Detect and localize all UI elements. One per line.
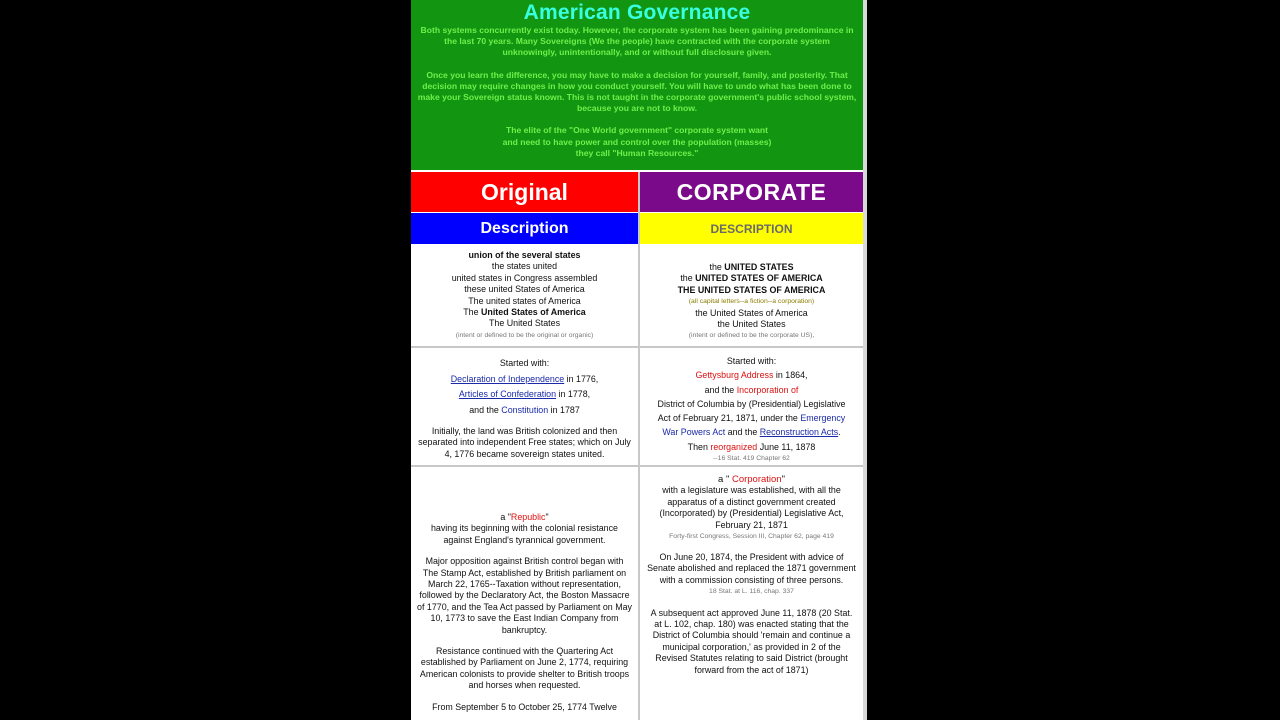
original-origin-3 [417,403,632,419]
original-name-7: The United States [488,318,561,329]
legislature-text: with a legislature was established, with all the apparatus of a distinct government created (Incorporated) by (Presidential) Legislative Act, [659,485,844,519]
congress-text: From September 5 to October 25, 1774 Twelve [432,701,617,712]
original-started-with: Started with: [499,358,550,368]
corporate-fiction-note: (all capital letters--a fiction--a corporation) [688,298,815,306]
war-powers-link[interactable]: War Powers Act [662,427,726,438]
original-origin-1 [417,372,632,388]
original-name-1: union of the several states [468,250,581,260]
original-description-header: Description [411,213,638,244]
corporate-name-4: the United States of America [695,307,808,318]
corporate-name-5: the United States [717,319,786,330]
row1-corporate [640,262,863,346]
corporate-origin-6-prefix: Then [687,441,711,452]
corporate-origin-5-end: . [838,427,841,438]
row2-corporate [640,354,863,464]
republic-line [417,512,632,523]
corporation-suffix: " [781,474,785,485]
row-divider-1 [411,346,863,348]
congress-session-note: Forty-first Congress, Session III, Chapter 62, page 419 [669,533,834,541]
intro-line-2: and need to have power and control over the population (masses) [502,136,772,147]
commission-statute-note: 18 Stat. at L. 116, chap. 337 [709,588,794,596]
declaration-link[interactable]: Declaration of Independence [450,373,565,384]
corporation-prefix: a " [718,474,732,485]
commission-text: On June 20, 1874, the President with advice of Senate abolished and replaced the 1871 government with a commission consisting of three persons. [647,552,856,585]
original-name-4: these united States of America [464,284,585,295]
document-page [411,0,863,720]
republic-label: Republic [510,512,546,522]
origin-2-year: in 1778, [556,389,591,399]
corporate-origin-2 [646,383,857,397]
corporation-line [646,474,857,485]
corporate-name-2 [646,273,857,284]
reconstruction-acts-link[interactable]: Reconstruction Acts [759,427,839,438]
corporate-origin-6 [646,440,857,454]
republic-suffix: " [545,512,549,522]
opposition-text: Major opposition against British control began with The Stamp Act, established by British parliament on March 22, 1765--Taxation without representation, followed by the Declaratory Act, the Boston Massacre of 1770, and the Tea Act passed by Parliament on May 10, 1773 to save the East Indian Company from bankruptcy. [417,556,632,635]
header-banner [411,0,863,170]
intro-paragraph-3 [411,125,863,159]
republic-beginning-text: having its beginning with the colonial resistance against England's tyrannical government. [431,523,618,545]
gettysburg-link[interactable]: Gettysburg Address [695,370,774,381]
intro-line-1: The elite of the "One World government" corporate system want [505,125,769,136]
corporate-name-3: THE UNITED STATES OF AMERICA [677,284,826,295]
page-title: American Governance [523,1,751,24]
corporate-name-1-prefix: the [709,262,725,272]
original-name-6-bold: United States of America [481,307,586,318]
constitution-link[interactable]: Constitution [501,404,549,415]
origin-1-year: in 1776, [564,373,599,384]
page-edge [863,0,867,720]
republic-prefix: a " [500,512,511,522]
legislature-date: February 21, 1871 [715,519,788,530]
articles-link[interactable]: Articles of Confederation [458,389,557,399]
row2-original [411,356,638,464]
original-note: (intent or defined to be the original or organic) [455,331,594,339]
origin-3-year: in 1787 [548,404,580,415]
row3-corporate [640,474,863,720]
corporate-name-1-bold: UNITED STATES [724,262,794,272]
original-name-3: united states in Congress assembled [451,272,598,283]
corporate-origin-4-prefix: Act of February 21, 1871, under the [657,413,801,424]
intro-paragraph-2: Once you learn the difference, you may have to make a decision for yourself, family, and posterity. That decision may require changes in how you conduct yourself. You will have to undo what has been done to make your Sovereign status known. This is not taught in the corporate government's public school system, because you are not to know. [417,69,857,114]
row-divider-2 [411,465,863,467]
emergency-link[interactable]: Emergency [800,413,846,424]
original-name-5: The united states of America [468,295,581,306]
corporate-origin-5-mid: and the [725,427,760,438]
intro-paragraph-1: Both systems concurrently exist today. However, the corporate system has been gaining predominance in the last 70 years. Many Sovereigns (We the people) have contracted with the corporate system unknowingly, unintentionally, and or without full disclosure given. [420,25,854,58]
original-name-6-prefix: The [463,307,482,318]
original-name-6 [417,307,632,318]
original-title: Original [411,172,638,212]
corporate-origin-2-prefix: and the [704,384,737,395]
corporate-origin-6-date: June 11, 1878 [757,441,816,452]
corporate-origin-1 [646,368,857,382]
origin-3-prefix: and the [469,404,502,415]
corporate-origin-4 [646,411,857,425]
row3-original [411,512,638,720]
corporation-label: Corporation [731,474,782,485]
corporate-title: CORPORATE [640,172,863,212]
incorporation-link[interactable]: Incorporation of [736,384,799,395]
corporate-name-1 [646,262,857,273]
corporate-origin-3: District of Columbia by (Presidential) Legislative [657,398,846,409]
resistance-text: Resistance continued with the Quartering Act established by Parliament on June 2, 1774, requiring American colonists to provide shelter to British troops and horses when requested. [419,646,630,691]
corporate-note: (intent or defined to be the corporate US), [688,332,815,340]
row1-original [411,250,638,346]
corporate-name-2-bold: UNITED STATES OF AMERICA [695,273,823,284]
municipal-corporation-text: A subsequent act approved June 11, 1878 (20 Stat. at L. 102, chap. 180) was enacted stating that the District of Columbia should 'remain and continue a municipal corporation,' as provided in 2 of the Revised Statutes relating to said District (brought forward from the act of 1871) [650,607,853,675]
corporate-started-with: Started with: [726,356,777,366]
corporate-origin-5 [646,425,857,439]
reorganized-link[interactable]: reorganized [710,441,758,452]
corporate-description-header: DESCRIPTION [640,213,863,244]
corporate-origin-1-year: in 1864, [773,370,808,381]
corporate-name-2-prefix: the [680,273,696,284]
corporate-statute-note: --16 Stat. 419 Chapter 62 [713,455,790,463]
intro-line-3: they call "Human Resources." [575,147,699,158]
original-colonization-text: Initially, the land was British colonized and then separated into independent Free states; which on July 4, 1776 became sovereign states united. [418,426,631,459]
original-name-2: the states united [491,261,558,272]
original-origin-2 [417,387,632,403]
